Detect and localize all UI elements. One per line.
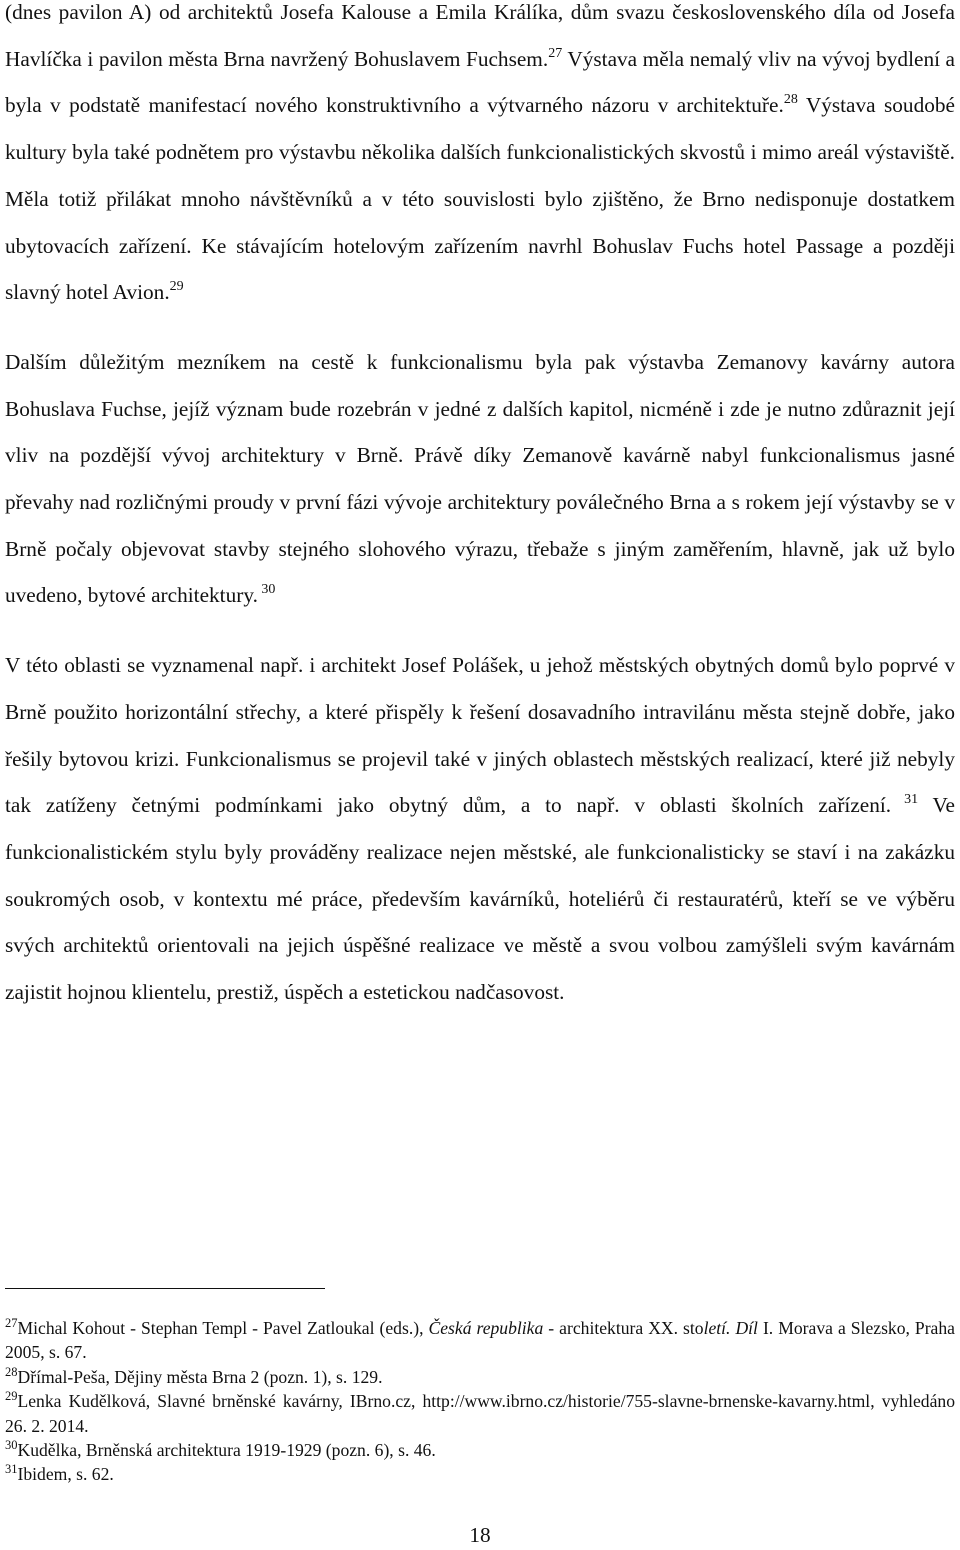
- body-paragraph-2: [5, 339, 955, 619]
- footnote-number: 29: [5, 1389, 18, 1404]
- footnote-text: Dřímal-Peša, Dějiny města Brna 2 (pozn. 1), s. 129.: [17, 1366, 383, 1387]
- footnote-text: Ibidem, s. 62.: [17, 1464, 114, 1485]
- footnote-ref-30[interactable]: 30: [257, 582, 276, 598]
- body-paragraph-3: [5, 642, 955, 1016]
- footnotes: [5, 1316, 955, 1487]
- paragraph-text: Výstava měla nemalý vliv na vývoj bydlení a byla v podstatě manifestací nového konstruktivního a výtvarného názoru v architektuře.: [5, 46, 955, 118]
- footnote-30: [5, 1438, 955, 1462]
- footnote-number: 30: [5, 1438, 18, 1453]
- footnote-29: [5, 1389, 955, 1438]
- paragraph-text: Dalším důležitým mezníkem na cestě k funkcionalismu byla pak výstavba Zemanovy kavárny autora Bohuslava Fuchse, jejíž význam bude rozebrán v jedné z dalších kapitol, nicméně i zde je nutno zdůraznit její vliv na pozdější vývoj architektury v Brně. Právě díky Zemanově kavárně nabyl funkcionalismus jasné převahy nad rozličnými proudy v první fázi vývoje architektury poválečného Brna a s rokem její výstavby se v Brně počaly objevovat stavby stejného slohového výrazu, třebaže s jiným zaměřením, hlavně, jak už bylo uvedeno, bytové architektury.: [5, 349, 955, 608]
- footnote-number: 27: [5, 1316, 18, 1330]
- footnote-text: I. Morava a Slezsko, Praha 2005, s. 67.: [5, 1318, 955, 1363]
- footnote-27: [5, 1316, 955, 1365]
- footnote-ref-28[interactable]: 28: [783, 92, 798, 108]
- footnote-title-italic: Česká republika: [428, 1318, 544, 1338]
- footnote-text: - architektura XX. sto: [543, 1318, 704, 1338]
- footnote-number: 28: [5, 1364, 18, 1379]
- footnote-31: [5, 1462, 955, 1486]
- footnote-text: Kudělka, Brněnská architektura 1919-1929 (pozn. 6), s. 46.: [17, 1440, 436, 1461]
- document-page: [5, 0, 955, 1016]
- body-paragraph-1: [5, 0, 955, 316]
- footnote-title-italic: letí. Díl: [703, 1318, 758, 1338]
- paragraph-text: V této oblasti se vyznamenal např. i architekt Josef Polášek, u jehož městských obytných domů bylo poprvé v Brně použito horizontální střechy, a které přispěly k řešení dosavadního intravilánu města stejně dobře, jako řešily bytovou krizi. Funkcionalismus se projevil také v jiných oblastech městských realizací, které již nebyly tak zatíženy četnými podmínkami jako obytný dům, a to např. v oblasti školních zařízení.: [5, 653, 955, 818]
- footnote-text: Michal Kohout - Stephan Templ - Pavel Zatloukal (eds.),: [17, 1318, 429, 1338]
- paragraph-text: Ve funkcionalistickém stylu byly prováděny realizace nejen městské, ale funkcionalisticky se staví i na zakázku soukromých osob, v kontextu mé práce, především kavárníků, hoteliérů či restauratérů, kteří se ve výběru svých architektů orientovali na jejich úspěšné realizace ve městě a svou volbou zamýšleli svým kavárnám zajistit hojnou klientelu, prestiž, úspěch a estetickou nadčasovost.: [5, 793, 955, 1005]
- footnote-number: 31: [5, 1462, 18, 1477]
- footnote-text: Lenka Kudělková, Slavné brněnské kavárny, IBrno.cz, http://www.ibrno.cz/historie/755-slavne-brnenske-kavarny.html, vyhledáno 26. 2. 2014.: [5, 1391, 955, 1436]
- paragraph-text: (dnes pavilon A) od architektů Josefa Kalouse a Emila Králíka, dům svazu československého díla od Josefa Havlíčka i pavilon města Brna navržený Bohuslavem Fuchsem.: [5, 0, 955, 71]
- footnote-ref-31[interactable]: 31: [891, 792, 919, 808]
- paragraph-text: Výstava soudobé kultury byla také podnětem pro výstavbu několika dalších funkcionalistických skvostů i mimo areál výstaviště. Měla totiž přilákat mnoho návštěvníků a v této souvislosti bylo zjištěno, že Brno nedisponuje dostatkem ubytovacích zařízení. Ke stávajícím hotelovým zařízením navrhl Bohuslav Fuchs hotel Passage a později slavný hotel Avion.: [5, 93, 955, 305]
- footnote-ref-29[interactable]: 29: [169, 279, 184, 295]
- footnote-separator: [5, 1288, 325, 1289]
- footnote-ref-27[interactable]: 27: [548, 45, 563, 61]
- page-number: 18: [469, 1523, 491, 1547]
- footnote-28: [5, 1365, 955, 1389]
